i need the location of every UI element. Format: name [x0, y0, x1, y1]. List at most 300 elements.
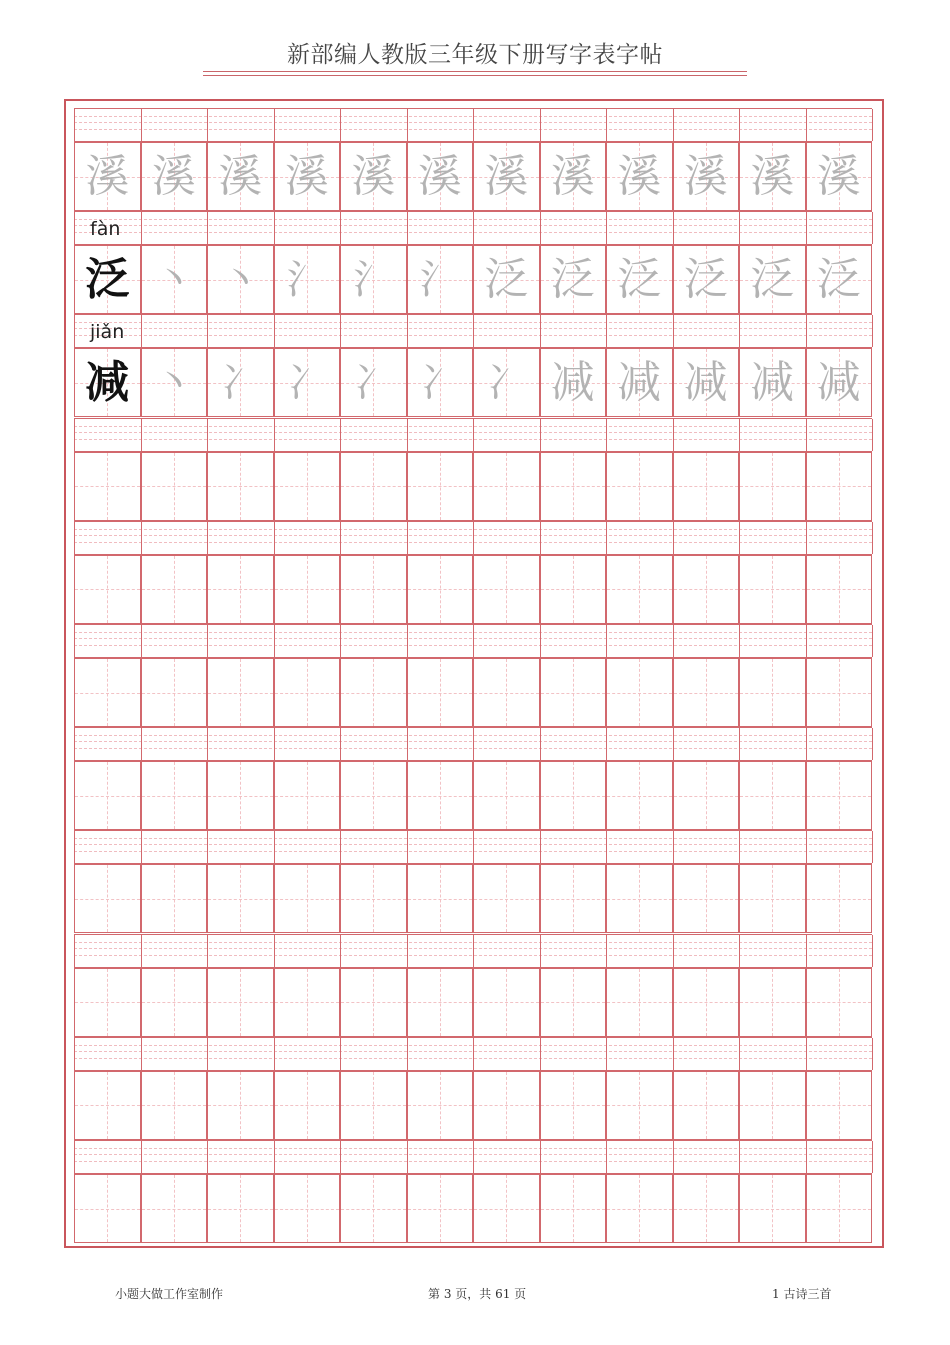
pinyin-band — [74, 1140, 872, 1174]
pinyin-band-divider — [274, 625, 275, 657]
cell-guide-vertical — [107, 865, 108, 932]
trace-character: 减 — [816, 356, 861, 408]
cell-guide-vertical — [639, 453, 640, 520]
writing-cell[interactable] — [274, 761, 341, 830]
pinyin-band-divider — [74, 728, 75, 760]
pinyin-band-divider — [806, 522, 807, 554]
writing-cell[interactable] — [141, 761, 208, 830]
pinyin-band-divider — [340, 728, 341, 760]
writing-cell[interactable] — [739, 452, 806, 521]
cell-guide-vertical — [440, 453, 441, 520]
pinyin-band-divider — [207, 935, 208, 967]
pinyin-band-divider — [806, 315, 807, 347]
cell-guide-vertical — [440, 659, 441, 726]
cell-guide-vertical — [440, 1175, 441, 1242]
writing-cell[interactable] — [739, 658, 806, 727]
writing-cell[interactable] — [540, 864, 607, 933]
pinyin-band-divider — [340, 625, 341, 657]
pinyin-band-divider — [872, 212, 873, 244]
cell-guide-vertical — [174, 865, 175, 932]
pinyin-band-divider — [407, 1141, 408, 1173]
writing-cell[interactable] — [274, 348, 341, 417]
pinyin-band-divider — [473, 625, 474, 657]
pinyin-band-divider — [407, 522, 408, 554]
pinyin-band-divider — [74, 315, 75, 347]
pinyin-band-divider — [473, 935, 474, 967]
pinyin-band-divider — [540, 935, 541, 967]
writing-cell[interactable] — [340, 1174, 407, 1243]
writing-cell[interactable] — [606, 658, 673, 727]
cell-guide-vertical — [174, 762, 175, 829]
writing-cell[interactable] — [340, 658, 407, 727]
pinyin-band-divider — [540, 831, 541, 863]
cell-guide-vertical — [506, 1072, 507, 1139]
writing-cell[interactable] — [207, 864, 274, 933]
writing-cell[interactable] — [806, 1174, 873, 1243]
writing-cell[interactable] — [74, 555, 141, 624]
cell-guide-vertical — [772, 1072, 773, 1139]
cell-guide-vertical — [839, 865, 840, 932]
pinyin-band-divider — [806, 935, 807, 967]
writing-cell[interactable] — [141, 348, 208, 417]
writing-cell[interactable] — [606, 968, 673, 1037]
writing-cell[interactable] — [274, 245, 341, 314]
writing-cell[interactable] — [74, 245, 141, 314]
cell-guide-vertical — [839, 556, 840, 623]
writing-cell[interactable] — [340, 555, 407, 624]
writing-cell[interactable] — [340, 968, 407, 1037]
pinyin-band-divider — [872, 831, 873, 863]
writing-cell[interactable] — [473, 658, 540, 727]
pinyin-band-divider — [274, 212, 275, 244]
cell-guide-vertical — [573, 762, 574, 829]
pinyin-band-divider — [739, 935, 740, 967]
trace-character: 溪 — [484, 150, 529, 202]
pinyin-band-divider — [74, 831, 75, 863]
pinyin-band-divider — [141, 212, 142, 244]
writing-cell[interactable] — [473, 761, 540, 830]
pinyin-band-divider — [806, 1141, 807, 1173]
cell-guide-vertical — [174, 1072, 175, 1139]
trace-character: 减 — [683, 356, 728, 408]
pinyin-band-divider — [606, 831, 607, 863]
practice-grid — [74, 108, 872, 1241]
cell-guide-vertical — [639, 659, 640, 726]
pinyin-band-divider — [606, 935, 607, 967]
pinyin-band-divider — [207, 625, 208, 657]
pinyin-band-divider — [806, 1038, 807, 1070]
pinyin-band-divider — [340, 315, 341, 347]
writing-cell[interactable] — [806, 658, 873, 727]
trace-character: 泛 — [683, 253, 728, 305]
writing-cell[interactable] — [141, 1174, 208, 1243]
writing-cell[interactable] — [340, 1071, 407, 1140]
writing-cell[interactable] — [673, 245, 740, 314]
pinyin-band-divider — [141, 522, 142, 554]
writing-cell[interactable] — [207, 968, 274, 1037]
writing-cell[interactable] — [673, 1174, 740, 1243]
writing-cell[interactable] — [407, 1174, 474, 1243]
cell-guide-vertical — [240, 1072, 241, 1139]
cell-guide-vertical — [373, 1175, 374, 1242]
pinyin-band-divider — [407, 625, 408, 657]
cell-guide-vertical — [307, 865, 308, 932]
pinyin-band — [74, 624, 872, 658]
writing-cell[interactable] — [473, 555, 540, 624]
cell-guide-vertical — [639, 1175, 640, 1242]
writing-cell[interactable] — [473, 864, 540, 933]
character-row — [74, 968, 872, 1037]
cell-guide-vertical — [440, 1072, 441, 1139]
writing-cell[interactable] — [407, 348, 474, 417]
trace-character: 冫 — [419, 359, 460, 406]
writing-cell[interactable] — [407, 142, 474, 211]
writing-cell[interactable] — [739, 1071, 806, 1140]
pinyin-band-divider — [872, 109, 873, 141]
writing-cell[interactable] — [473, 142, 540, 211]
cell-guide-vertical — [706, 762, 707, 829]
cell-guide-vertical — [440, 762, 441, 829]
writing-cell[interactable] — [340, 761, 407, 830]
pinyin-band — [74, 108, 872, 142]
cell-guide-vertical — [240, 865, 241, 932]
writing-cell[interactable] — [274, 142, 341, 211]
writing-cell[interactable] — [407, 761, 474, 830]
cell-guide-vertical — [107, 1072, 108, 1139]
writing-cell[interactable] — [207, 245, 274, 314]
writing-cell[interactable] — [473, 968, 540, 1037]
writing-cell[interactable] — [207, 348, 274, 417]
pinyin-band-divider — [606, 1038, 607, 1070]
writing-cell[interactable] — [806, 245, 873, 314]
writing-cell[interactable] — [74, 761, 141, 830]
pinyin-band-divider — [540, 522, 541, 554]
cell-guide-vertical — [506, 762, 507, 829]
writing-cell[interactable] — [340, 348, 407, 417]
pinyin-band-divider — [274, 831, 275, 863]
writing-cell[interactable] — [207, 658, 274, 727]
writing-cell[interactable] — [74, 348, 141, 417]
writing-cell[interactable] — [673, 864, 740, 933]
writing-cell[interactable] — [606, 1071, 673, 1140]
writing-cell[interactable] — [540, 555, 607, 624]
pinyin-band-divider — [473, 1038, 474, 1070]
pinyin-band-divider — [673, 419, 674, 451]
pinyin-band-divider — [673, 625, 674, 657]
trace-character: 泛 — [550, 253, 595, 305]
trace-character: 溪 — [617, 150, 662, 202]
writing-cell[interactable] — [540, 245, 607, 314]
writing-cell[interactable] — [606, 245, 673, 314]
pinyin-band-divider — [274, 1038, 275, 1070]
pinyin-band — [74, 934, 872, 968]
trace-character: 减 — [750, 356, 795, 408]
pinyin-band-divider — [739, 419, 740, 451]
cell-guide-vertical — [573, 1175, 574, 1242]
cell-guide-vertical — [174, 1175, 175, 1242]
pinyin-band-divider — [407, 109, 408, 141]
writing-cell[interactable] — [340, 142, 407, 211]
cell-guide-vertical — [839, 1175, 840, 1242]
writing-cell[interactable] — [540, 1071, 607, 1140]
writing-cell[interactable] — [473, 1071, 540, 1140]
cell-guide-vertical — [307, 659, 308, 726]
writing-cell[interactable] — [606, 1174, 673, 1243]
trace-character: 溪 — [750, 150, 795, 202]
writing-cell[interactable] — [806, 1071, 873, 1140]
cell-guide-vertical — [639, 1072, 640, 1139]
cell-guide-vertical — [107, 969, 108, 1036]
cell-guide-vertical — [772, 453, 773, 520]
writing-cell[interactable] — [141, 968, 208, 1037]
writing-cell[interactable] — [540, 142, 607, 211]
writing-cell[interactable] — [806, 142, 873, 211]
writing-cell[interactable] — [207, 555, 274, 624]
pinyin-band-divider — [606, 315, 607, 347]
pinyin-band-divider — [274, 935, 275, 967]
writing-cell[interactable] — [739, 761, 806, 830]
cell-guide-vertical — [373, 762, 374, 829]
writing-cell[interactable] — [606, 864, 673, 933]
writing-cell[interactable] — [141, 452, 208, 521]
character-row — [74, 142, 872, 211]
pinyin-band-divider — [806, 419, 807, 451]
writing-cell[interactable] — [74, 658, 141, 727]
trace-character: 冫 — [353, 359, 394, 406]
writing-cell[interactable] — [540, 348, 607, 417]
cell-guide-vertical — [440, 556, 441, 623]
trace-character: 氵 — [286, 256, 327, 303]
character-row — [74, 1174, 872, 1243]
writing-cell[interactable] — [141, 1071, 208, 1140]
cell-guide-vertical — [839, 659, 840, 726]
cell-guide-vertical — [506, 1175, 507, 1242]
pinyin-band-divider — [207, 1038, 208, 1070]
writing-cell[interactable] — [739, 968, 806, 1037]
writing-cell[interactable] — [673, 658, 740, 727]
writing-cell[interactable] — [274, 555, 341, 624]
writing-cell[interactable] — [274, 968, 341, 1037]
trace-character: 溪 — [683, 150, 728, 202]
writing-cell[interactable] — [739, 245, 806, 314]
writing-cell[interactable] — [274, 1071, 341, 1140]
writing-cell[interactable] — [141, 658, 208, 727]
pinyin-band-divider — [74, 935, 75, 967]
cell-guide-vertical — [506, 556, 507, 623]
pinyin-band-divider — [540, 109, 541, 141]
writing-cell[interactable] — [673, 761, 740, 830]
pinyin-band-divider — [872, 1141, 873, 1173]
writing-cell[interactable] — [673, 452, 740, 521]
writing-cell[interactable] — [673, 968, 740, 1037]
title-rule-bottom — [203, 75, 747, 76]
writing-cell[interactable] — [606, 348, 673, 417]
pinyin-band-divider — [274, 1141, 275, 1173]
pinyin-band-divider — [340, 419, 341, 451]
pinyin-band-divider — [74, 1141, 75, 1173]
writing-cell[interactable] — [407, 452, 474, 521]
writing-cell[interactable] — [207, 1071, 274, 1140]
pinyin-band-divider — [673, 728, 674, 760]
character-row — [74, 864, 872, 933]
pinyin-band-divider — [141, 625, 142, 657]
writing-cell[interactable] — [340, 452, 407, 521]
writing-cell[interactable] — [274, 1174, 341, 1243]
pinyin-band-divider — [540, 728, 541, 760]
writing-cell[interactable] — [540, 658, 607, 727]
writing-cell[interactable] — [739, 555, 806, 624]
writing-cell[interactable] — [74, 1071, 141, 1140]
cell-guide-vertical — [506, 865, 507, 932]
pinyin-band-divider — [739, 212, 740, 244]
writing-cell[interactable] — [407, 968, 474, 1037]
pinyin-band-divider — [407, 728, 408, 760]
writing-cell[interactable] — [407, 658, 474, 727]
pinyin-band-divider — [473, 831, 474, 863]
pinyin-band-divider — [673, 522, 674, 554]
writing-cell[interactable] — [74, 142, 141, 211]
trace-character: 丶 — [153, 256, 194, 303]
pinyin-band-divider — [74, 419, 75, 451]
writing-cell[interactable] — [739, 142, 806, 211]
writing-cell[interactable] — [74, 864, 141, 933]
writing-cell[interactable] — [806, 555, 873, 624]
writing-cell[interactable] — [207, 142, 274, 211]
character-row — [74, 348, 872, 417]
writing-cell[interactable] — [673, 348, 740, 417]
writing-cell[interactable] — [274, 452, 341, 521]
writing-cell[interactable] — [207, 1174, 274, 1243]
writing-cell[interactable] — [739, 1174, 806, 1243]
trace-character: 丶 — [220, 256, 261, 303]
cell-guide-vertical — [174, 453, 175, 520]
writing-cell[interactable] — [739, 864, 806, 933]
pinyin-band-divider — [606, 1141, 607, 1173]
cell-guide-vertical — [639, 762, 640, 829]
pinyin-band-divider — [606, 728, 607, 760]
writing-cell[interactable] — [207, 761, 274, 830]
writing-cell[interactable] — [473, 348, 540, 417]
cell-guide-vertical — [240, 659, 241, 726]
pinyin-band-divider — [207, 522, 208, 554]
pinyin-band-divider — [739, 831, 740, 863]
trace-character: 溪 — [351, 150, 396, 202]
writing-cell[interactable] — [274, 864, 341, 933]
writing-cell[interactable] — [407, 555, 474, 624]
writing-cell[interactable] — [141, 864, 208, 933]
cell-guide-vertical — [839, 969, 840, 1036]
writing-cell[interactable] — [473, 1174, 540, 1243]
pinyin-band-divider — [74, 212, 75, 244]
writing-cell[interactable] — [806, 968, 873, 1037]
writing-cell[interactable] — [141, 245, 208, 314]
writing-cell[interactable] — [207, 452, 274, 521]
footer-left: 小题大做工作室制作 — [115, 1287, 224, 1301]
writing-cell[interactable] — [473, 452, 540, 521]
writing-cell[interactable] — [739, 348, 806, 417]
pinyin-band-divider — [141, 1038, 142, 1070]
cell-guide-vertical — [706, 1072, 707, 1139]
writing-cell[interactable] — [407, 245, 474, 314]
writing-cell[interactable] — [806, 452, 873, 521]
cell-guide-vertical — [240, 1175, 241, 1242]
writing-cell[interactable] — [806, 348, 873, 417]
writing-cell[interactable] — [473, 245, 540, 314]
writing-cell[interactable] — [606, 761, 673, 830]
pinyin-band-divider — [141, 109, 142, 141]
pinyin-band-divider — [340, 1038, 341, 1070]
pinyin-band-divider — [274, 109, 275, 141]
writing-cell[interactable] — [540, 761, 607, 830]
pinyin-band-divider — [606, 522, 607, 554]
pinyin-band-divider — [74, 522, 75, 554]
pinyin-band-divider — [207, 831, 208, 863]
pinyin-band-divider — [274, 728, 275, 760]
pinyin-band-divider — [673, 315, 674, 347]
writing-cell[interactable] — [673, 1071, 740, 1140]
trace-character: 溪 — [284, 150, 329, 202]
writing-cell[interactable] — [606, 452, 673, 521]
writing-cell[interactable] — [407, 864, 474, 933]
cell-guide-vertical — [307, 556, 308, 623]
pinyin-band — [74, 521, 872, 555]
pinyin-band — [74, 830, 872, 864]
writing-cell[interactable] — [606, 555, 673, 624]
pinyin-band-divider — [739, 625, 740, 657]
character-row — [74, 761, 872, 830]
character-row — [74, 658, 872, 727]
trace-character: 溪 — [417, 150, 462, 202]
cell-guide-vertical — [573, 969, 574, 1036]
pinyin-band-divider — [872, 1038, 873, 1070]
pinyin-band-divider — [540, 1038, 541, 1070]
cell-guide-vertical — [440, 969, 441, 1036]
writing-cell[interactable] — [141, 142, 208, 211]
cell-guide-vertical — [373, 969, 374, 1036]
pinyin-band-divider — [340, 1141, 341, 1173]
trace-character: 氵 — [419, 256, 460, 303]
trace-character: 溪 — [151, 150, 196, 202]
writing-cell[interactable] — [540, 1174, 607, 1243]
writing-cell[interactable] — [340, 245, 407, 314]
writing-cell[interactable] — [74, 1174, 141, 1243]
writing-cell[interactable] — [606, 142, 673, 211]
character-row — [74, 555, 872, 624]
pinyin-band-divider — [739, 1141, 740, 1173]
pinyin-band-divider — [872, 419, 873, 451]
pinyin-band-divider — [872, 522, 873, 554]
writing-cell[interactable] — [274, 658, 341, 727]
writing-cell[interactable] — [540, 452, 607, 521]
writing-cell[interactable] — [673, 555, 740, 624]
pinyin-band-divider — [141, 831, 142, 863]
footer-page-number: 第 3 页，共 61 页 — [428, 1287, 527, 1301]
writing-cell[interactable] — [673, 142, 740, 211]
writing-cell[interactable] — [340, 864, 407, 933]
writing-cell[interactable] — [540, 968, 607, 1037]
cell-guide-vertical — [639, 556, 640, 623]
pinyin-band-divider — [473, 419, 474, 451]
footer-lesson: 1 古诗三首 — [772, 1287, 832, 1301]
writing-cell[interactable] — [806, 761, 873, 830]
pinyin-band-divider — [141, 935, 142, 967]
writing-cell[interactable] — [407, 1071, 474, 1140]
writing-cell[interactable] — [806, 864, 873, 933]
writing-cell[interactable] — [74, 968, 141, 1037]
writing-cell[interactable] — [141, 555, 208, 624]
writing-cell[interactable] — [74, 452, 141, 521]
cell-guide-vertical — [107, 1175, 108, 1242]
